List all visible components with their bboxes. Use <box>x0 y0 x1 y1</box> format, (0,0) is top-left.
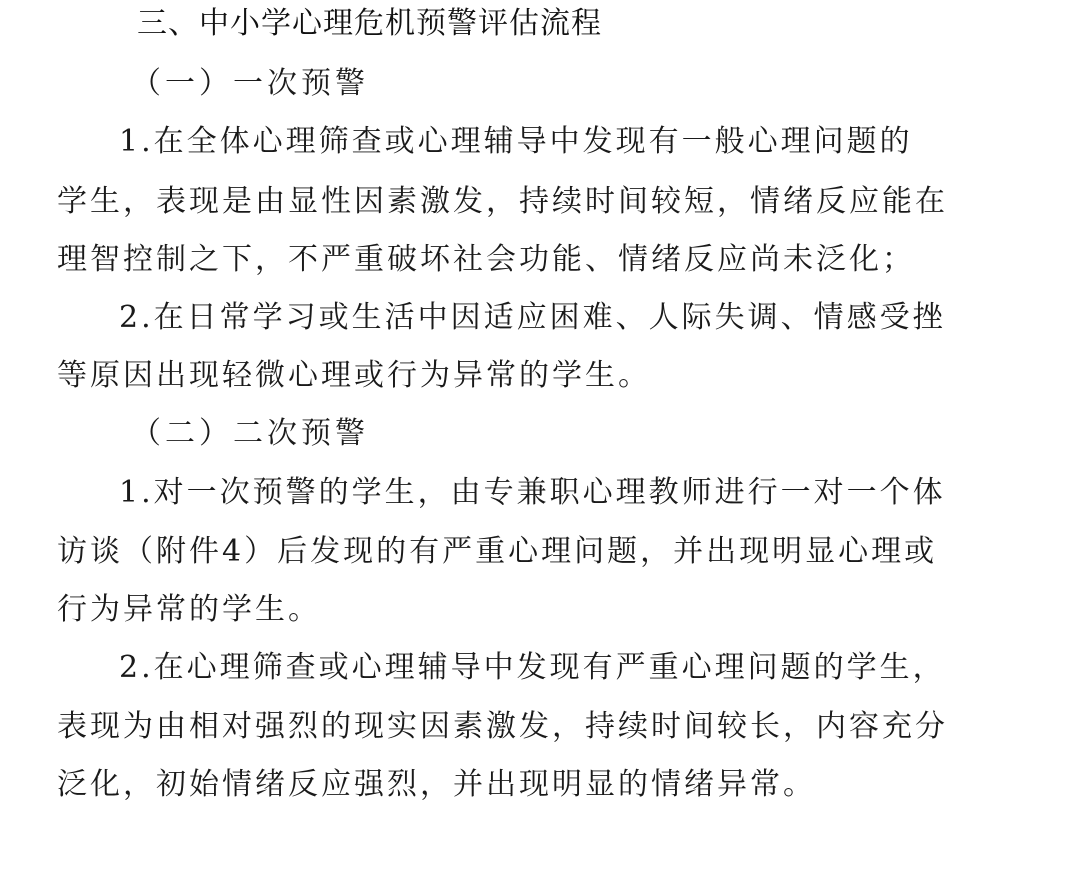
paragraph-line: 学生，表现是由显性因素激发，持续时间较短，情绪反应能在 <box>57 184 948 219</box>
section-title: 三、中小学心理危机预警评估流程 <box>137 6 602 41</box>
paragraph-line: 2.在日常学习或生活中因适应困难、人际失调、情感受挫 <box>119 300 946 335</box>
paragraph-line: 2.在心理筛查或心理辅导中发现有严重心理问题的学生， <box>119 650 946 685</box>
second-warning-heading: （二）二次预警 <box>131 416 369 451</box>
paragraph-line: 行为异常的学生。 <box>57 592 321 627</box>
paragraph-line: 表现为由相对强烈的现实因素激发，持续时间较长，内容充分 <box>57 709 948 744</box>
paragraph-line: 访谈（附件4）后发现的有严重心理问题，并出现明显心理或 <box>57 534 938 569</box>
paragraph-line: 泛化，初始情绪反应强烈，并出现明显的情绪异常。 <box>57 767 816 802</box>
first-warning-heading: （一）一次预警 <box>131 66 369 101</box>
paragraph-line: 1.对一次预警的学生，由专兼职心理教师进行一对一个体 <box>119 475 946 510</box>
paragraph-line: 等原因出现轻微心理或行为异常的学生。 <box>57 358 651 393</box>
paragraph-line: 1.在全体心理筛查或心理辅导中发现有一般心理问题的 <box>119 124 913 159</box>
paragraph-line: 理智控制之下，不严重破坏社会功能、情绪反应尚未泛化； <box>57 242 915 277</box>
